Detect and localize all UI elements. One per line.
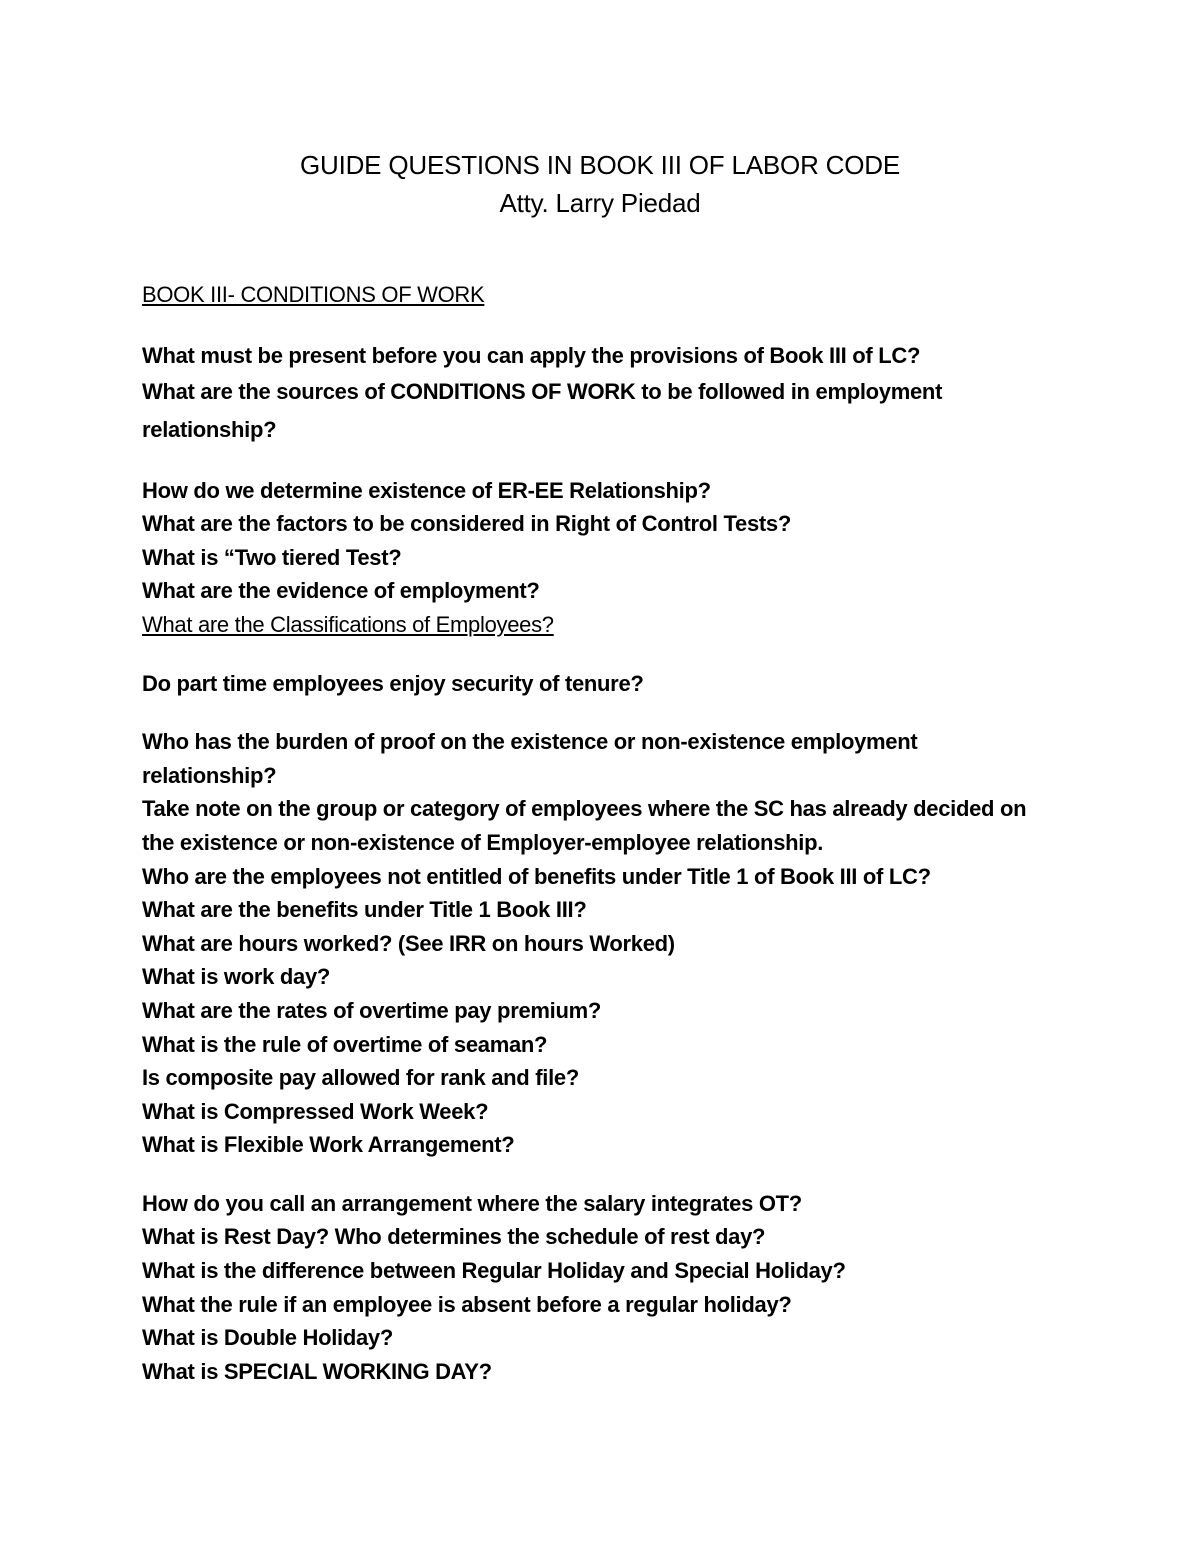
title-block — [0, 146, 1200, 222]
question-item: How do you call an arrangement where the salary integrates OT? — [142, 1190, 802, 1216]
question-item: What are the sources of CONDITIONS OF WORK to be followed in employment relationship? — [142, 378, 943, 442]
question-item: What is Compressed Work Week? — [142, 1098, 489, 1124]
question-item: Who has the burden of proof on the existence or non-existence employment relationship? — [142, 729, 918, 788]
question-item: What are the benefits under Title 1 Book III? — [142, 897, 587, 923]
question-item: What is Flexible Work Arrangement? — [142, 1132, 515, 1158]
question-item: What is “Two tiered Test? — [142, 544, 402, 570]
document-author: Atty. Larry Piedad — [499, 188, 701, 218]
paragraph-gap — [142, 700, 1072, 725]
question-item: Is composite pay allowed for rank and file? — [142, 1065, 579, 1091]
document-title: GUIDE QUESTIONS IN BOOK III OF LABOR CODE — [299, 150, 900, 180]
question-item: What is work day? — [142, 964, 331, 990]
paragraph-gap — [142, 642, 1072, 667]
question-item: What are hours worked? (See IRR on hours Worked) — [142, 930, 675, 956]
question-item: What are the factors to be considered in Right of Control Tests? — [142, 511, 791, 537]
question-item: What are the Classifications of Employees? — [142, 611, 554, 637]
question-item: How do we determine existence of ER-EE Relationship? — [142, 477, 711, 503]
question-item: What is Rest Day? Who determines the schedule of rest day? — [142, 1224, 766, 1250]
question-item: Who are the employees not entitled of benefits under Title 1 of Book III of LC? — [142, 863, 931, 889]
question-item: What the rule if an employee is absent before a regular holiday? — [142, 1291, 792, 1317]
question-list — [142, 278, 1072, 1388]
question-item: What is the difference between Regular Holiday and Special Holiday? — [142, 1258, 846, 1284]
question-item: What is SPECIAL WORKING DAY? — [142, 1358, 492, 1384]
question-item: What are the rates of overtime pay premium? — [142, 997, 602, 1023]
question-item: Do part time employees enjoy security of tenure? — [142, 670, 644, 696]
question-item: Take note on the group or category of employees where the SC has already decided on the existence or non-existence of Employer-employee relationship. — [142, 796, 1027, 855]
question-item: What is the rule of overtime of seaman? — [142, 1031, 548, 1057]
paragraph-gap — [142, 1162, 1072, 1187]
question-item: What is Double Holiday? — [142, 1325, 393, 1351]
paragraph-gap — [142, 449, 1072, 474]
question-item: What must be present before you can apply the provisions of Book III of LC? — [142, 343, 921, 368]
section-heading: BOOK III- CONDITIONS OF WORK — [142, 282, 485, 307]
question-item: What are the evidence of employment? — [142, 578, 540, 604]
